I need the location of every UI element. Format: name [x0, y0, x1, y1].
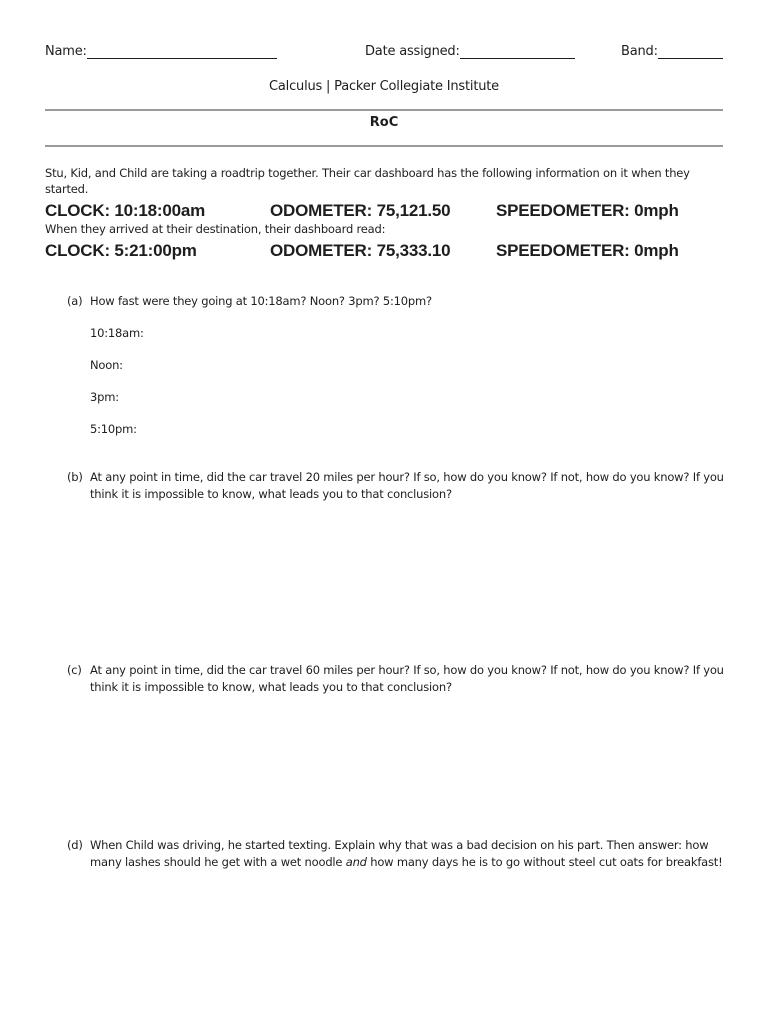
question-d-letter: (d): [67, 838, 83, 852]
band-field[interactable]: [621, 43, 723, 59]
question-c-letter: (c): [67, 663, 82, 677]
answer-prompt-1018am: 10:18am:: [90, 326, 144, 340]
question-b-text: At any point in time, did the car travel 20 miles per hour? If so, how do you know? If not, how do you know? If you think it is impossible to know, what leads you to that conclusion?: [90, 470, 724, 501]
band-blank[interactable]: [658, 43, 723, 59]
answer-prompt-noon: Noon:: [90, 358, 123, 372]
date-assigned-label: Date assigned:: [365, 44, 460, 59]
question-b-letter: (b): [67, 470, 83, 484]
course-subtitle: Calculus | Packer Collegiate Institute: [269, 79, 499, 94]
end-speedometer: SPEEDOMETER: 0mph: [496, 241, 679, 260]
date-assigned-field[interactable]: [365, 43, 575, 59]
question-d-text: [90, 837, 727, 871]
band-label: Band:: [621, 44, 658, 59]
question-a-letter: (a): [67, 294, 83, 308]
arrival-text: When they arrived at their destination, their dashboard read:: [45, 222, 386, 236]
title-rule-top: [45, 109, 723, 111]
date-assigned-blank[interactable]: [460, 43, 575, 59]
question-d-text-start: When Child was driving, he started texting. Explain why that was a bad decision on his part. Then answer: how many lashes should he get with a wet noodle: [90, 838, 709, 869]
start-odometer: ODOMETER: 75,121.50: [270, 201, 451, 220]
dashboard-end: [45, 241, 735, 265]
question-d-text-end: how many days he is to go without steel cut oats for breakfast!: [366, 855, 723, 869]
start-speedometer: SPEEDOMETER: 0mph: [496, 201, 679, 220]
start-clock: CLOCK: 10:18:00am: [45, 201, 206, 220]
answer-prompt-510pm: 5:10pm:: [90, 422, 137, 436]
name-field[interactable]: [45, 43, 277, 59]
title-rule-bottom: [45, 145, 723, 147]
question-d-emphasis: and: [345, 855, 367, 869]
question-c-text: At any point in time, did the car travel 60 miles per hour? If so, how do you know? If not, how do you know? If you think it is impossible to know, what leads you to that conclusion?: [90, 663, 724, 694]
question-d: [67, 837, 727, 871]
question-c: [67, 662, 727, 696]
intro-paragraph: Stu, Kid, and Child are taking a roadtrip together. Their car dashboard has the following information on it when they started.: [45, 166, 690, 196]
worksheet-title: RoC: [369, 115, 399, 130]
name-label: Name:: [45, 44, 87, 59]
name-blank[interactable]: [87, 43, 277, 59]
end-odometer: ODOMETER: 75,333.10: [270, 241, 451, 260]
end-clock: CLOCK: 5:21:00pm: [45, 241, 197, 260]
question-b: [67, 469, 727, 503]
question-a: [67, 293, 727, 310]
answer-prompt-3pm: 3pm:: [90, 390, 119, 404]
question-a-text: How fast were they going at 10:18am? Noon? 3pm? 5:10pm?: [90, 294, 432, 308]
